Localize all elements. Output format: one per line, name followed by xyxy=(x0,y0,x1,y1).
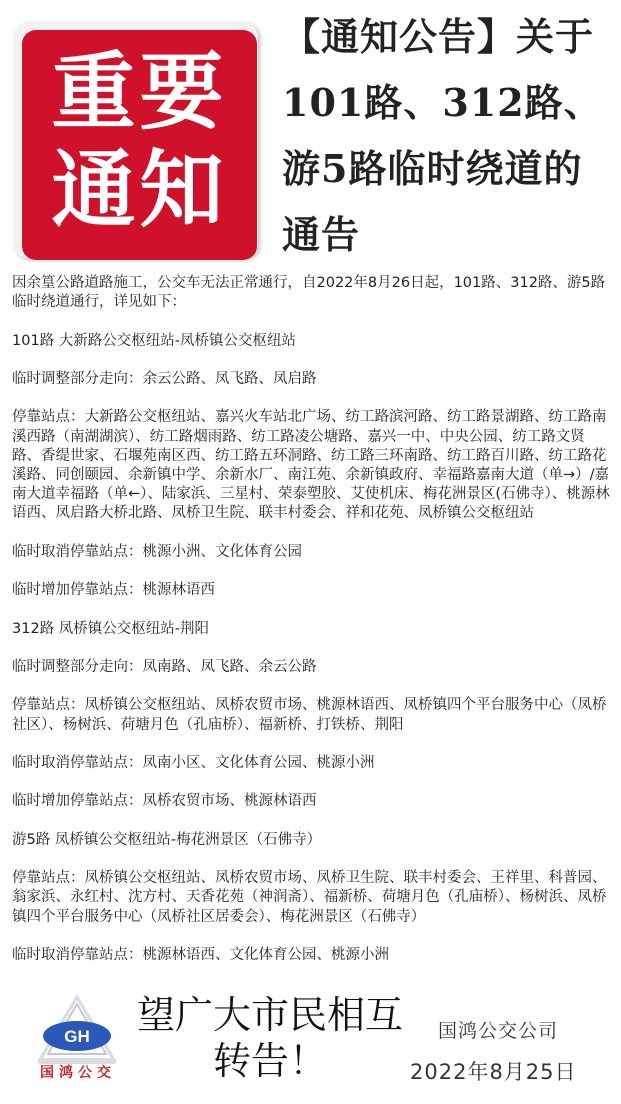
slogan xyxy=(130,992,410,1084)
logo-mark-text: GH xyxy=(64,1027,90,1046)
badge-red-panel xyxy=(22,30,257,260)
notice-date: 2022年8月25日 xyxy=(410,1060,577,1084)
footer xyxy=(0,990,621,1104)
route-312-adjust: 临时调整部分走向：凤南路、凤飞路、余云公路 xyxy=(12,658,317,675)
route-you5-cancel: 临时取消停靠站点：桃源林语西、文化体育公园、桃源小洲 xyxy=(12,946,389,963)
header xyxy=(0,0,621,270)
route-101-adjust: 临时调整部分走向：余云公路、凤飞路、凤启路 xyxy=(12,370,317,387)
route-312-cancel: 临时取消停靠站点：凤南小区、文化体育公园、桃源小洲 xyxy=(12,754,375,771)
route-101-stops: 停靠站点：大新路公交枢纽站、嘉兴火车站北广场、纺工路滨河路、纺工路景湖路、纺工路南溪西路（南湖湖滨）、纺工路烟雨路、纺工路凌公塘路、嘉兴一中、中央公园、纺工路文贤路、香缇世家、石堰苑南区西、纺工路五环洞路、纺工路三环南路、纺工路百川路、纺工路花溪路、同创颐园、余新镇中学、余新水厂、南江苑、余新镇政府、幸福路嘉南大道（单→）/嘉南大道幸福路（单←）、陆家浜、三星村、荣泰塑胶、艾使机床、梅花洲景区(石佛寺）、桃源林语西、凤启路大桥北路、凤桥卫生院、联丰村委会、祥和花苑、凤桥镇公交枢纽站 xyxy=(12,409,610,522)
slogan-line1: 望广大市民相互 xyxy=(136,993,403,1037)
route-101-add: 临时增加停靠站点：桃源林语西 xyxy=(12,582,215,599)
route-you5-heading: 游5路 凤桥镇公交枢纽站-梅花洲景区（石佛寺） xyxy=(12,831,322,848)
badge-text-line2: 通知 xyxy=(51,140,228,239)
intro-paragraph: 因余篁公路道路施工，公交车无法正常通行，自2022年8月26日起，101路、312路、游5路临时绕道通行，详见如下： xyxy=(12,275,606,311)
route-101-heading: 101路 大新路公交枢纽站-凤桥镇公交枢纽站 xyxy=(12,332,297,349)
badge-text-line1: 重要 xyxy=(51,42,228,141)
gh-logo-icon xyxy=(32,990,122,1070)
route-312-heading: 312路 凤桥镇公交枢纽站-荆阳 xyxy=(12,620,210,637)
slogan-line2: 转告！ xyxy=(212,1039,327,1083)
route-you5-stops: 停靠站点：凤桥镇公交枢纽站、凤桥农贸市场、凤桥卫生院、联丰村委会、王祥里、科普园、翁家浜、永红村、沈方村、天香花苑（神润斋）、福新桥、荷塘月色（孔庙桥）、杨树浜、凤桥镇四个平台服务中心（凤桥社区居委会）、梅花洲景区（石佛寺） xyxy=(12,870,607,925)
important-notice-badge xyxy=(14,22,258,258)
notice-title: 【通知公告】关于101路、312路、游5路临时绕道的通告 xyxy=(282,14,603,257)
company-name: 国鸿公交公司 xyxy=(438,1020,559,1042)
route-101-cancel: 临时取消停靠站点：桃源小洲、文化体育公园 xyxy=(12,543,302,560)
notice-body xyxy=(12,274,610,965)
route-312-add: 临时增加停靠站点：凤桥农贸市场、桃源林语西 xyxy=(12,793,317,810)
logo-caption: 国鸿公交 xyxy=(40,1065,116,1081)
route-312-stops: 停靠站点：凤桥镇公交枢纽站、凤桥农贸市场、桃源林语西、凤桥镇四个平台服务中心（凤桥社区）、杨树浜、荷塘月色（孔庙桥）、福新桥、打铁桥、荆阳 xyxy=(12,697,607,733)
